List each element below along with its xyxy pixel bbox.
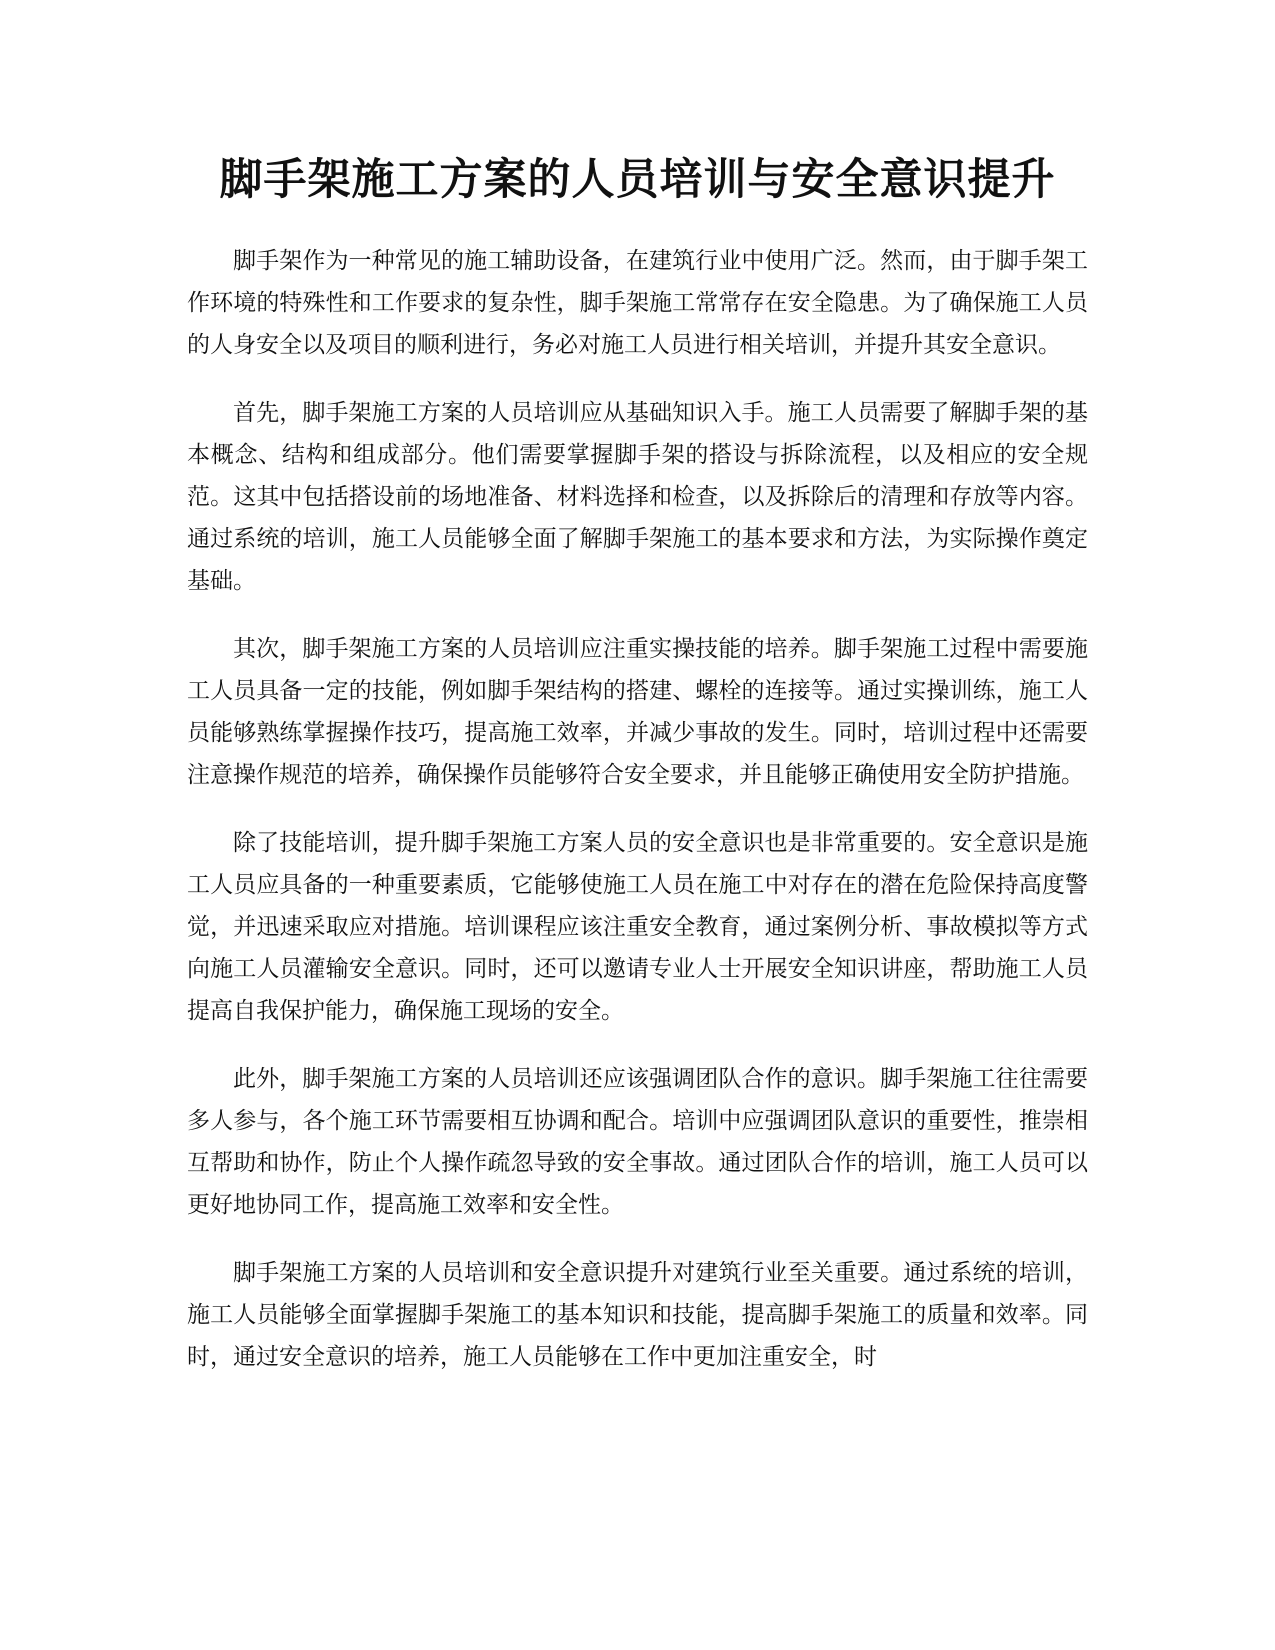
document-body (187, 240, 1088, 1404)
document-title: 脚手架施工方案的人员培训与安全意识提升 (219, 155, 1056, 205)
paragraph-conclusion: 脚手架施工方案的人员培训和安全意识提升对建筑行业至关重要。通过系统的培训，施工人员能够全面掌握脚手架施工的基本知识和技能，提高脚手架施工的质量和效率。同时，通过安全意识的培养，施工人员能够在工作中更加注重安全，时 (187, 1260, 1088, 1370)
paragraph-basic-knowledge: 首先，脚手架施工方案的人员培训应从基础知识入手。施工人员需要了解脚手架的基本概念、结构和组成部分。他们需要掌握脚手架的搭设与拆除流程，以及相应的安全规范。这其中包括搭设前的场地准备、材料选择和检查，以及拆除后的清理和存放等内容。通过系统的培训，施工人员能够全面了解脚手架施工的基本要求和方法，为实际操作奠定基础。 (187, 400, 1088, 594)
paragraph-intro: 脚手架作为一种常见的施工辅助设备，在建筑行业中使用广泛。然而，由于脚手架工作环境的特殊性和工作要求的复杂性，脚手架施工常常存在安全隐患。为了确保施工人员的人身安全以及项目的顺利进行，务必对施工人员进行相关培训，并提升其安全意识。 (187, 248, 1088, 358)
paragraph-safety-awareness: 除了技能培训，提升脚手架施工方案人员的安全意识也是非常重要的。安全意识是施工人员应具备的一种重要素质，它能够使施工人员在施工中对存在的潜在危险保持高度警觉，并迅速采取应对措施。培训课程应该注重安全教育，通过案例分析、事故模拟等方式向施工人员灌输安全意识。同时，还可以邀请专业人士开展安全知识讲座，帮助施工人员提高自我保护能力，确保施工现场的安全。 (187, 830, 1088, 1024)
paragraph-teamwork: 此外，脚手架施工方案的人员培训还应该强调团队合作的意识。脚手架施工往往需要多人参与，各个施工环节需要相互协调和配合。培训中应强调团队意识的重要性，推崇相互帮助和协作，防止个人操作疏忽导致的安全事故。通过团队合作的培训，施工人员可以更好地协同工作，提高施工效率和安全性。 (187, 1066, 1088, 1218)
paragraph-practical-skills: 其次，脚手架施工方案的人员培训应注重实操技能的培养。脚手架施工过程中需要施工人员具备一定的技能，例如脚手架结构的搭建、螺栓的连接等。通过实操训练，施工人员能够熟练掌握操作技巧，提高施工效率，并减少事故的发生。同时，培训过程中还需要注意操作规范的培养，确保操作员能够符合安全要求，并且能够正确使用安全防护措施。 (187, 636, 1088, 788)
